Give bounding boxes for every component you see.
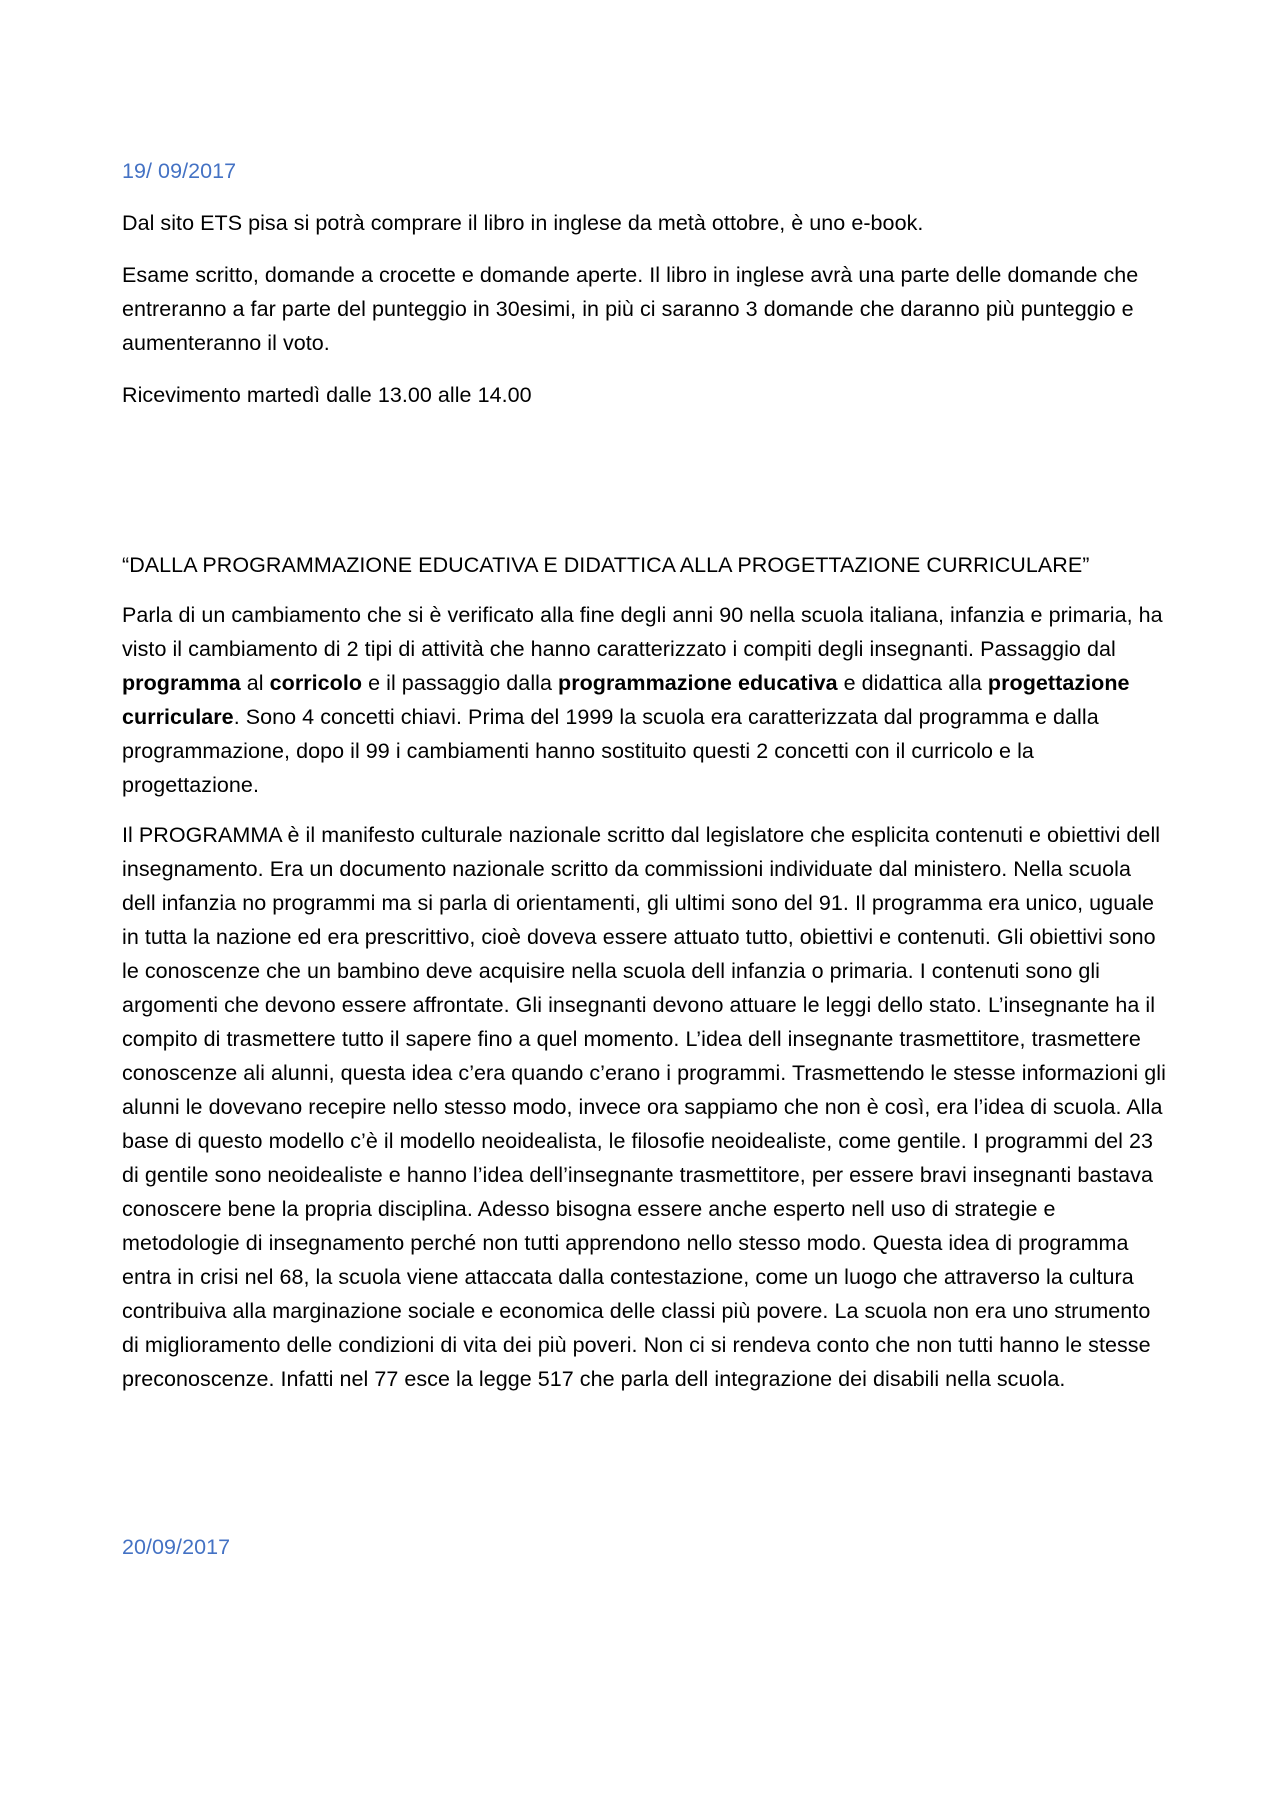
date-heading-1: 19/ 09/2017 [122,159,237,183]
bold-term-corricolo: corricolo [269,671,363,695]
bold-term-progettazione-curriculare: progettazione curriculare [122,671,1130,729]
paragraph-office-hours: Ricevimento martedì dalle 13.00 alle 14.00 [122,383,532,407]
section-heading: “DALLA PROGRAMMAZIONE EDUCATIVA E DIDATTICA ALLA PROGETTAZIONE CURRICULARE” [122,553,1090,577]
text-run: . Sono 4 concetti chiavi. Prima del 1999 la scuola era caratterizzata dal programma e dalla programmazione, dopo il 99 i cambiamenti hanno sostituito questi 2 concetti con il curricolo e la progettazione. [122,705,1099,797]
text-run: e il passaggio dalla [362,671,559,695]
text-run: al [240,671,270,695]
bold-term-programma: programma [122,671,241,695]
paragraph-change [122,598,1170,802]
text-run: Parla di un cambiamento che si è verificato alla fine degli anni 90 nella scuola italiana, infanzia e primaria, ha visto il cambiamento di 2 tipi di attività che hanno caratterizzato i compiti degli insegnanti. Passaggio dal [122,603,1163,661]
text-run: e didattica alla [837,671,988,695]
date-heading-2: 20/09/2017 [122,1535,231,1559]
paragraph-exam: Esame scritto, domande a crocette e domande aperte. Il libro in inglese avrà una parte delle domande che entreranno a far parte del punteggio in 30esimi, in più ci saranno 3 domande che daranno più punteggio e aumenteranno il voto. [122,263,1139,355]
document-body [122,154,1170,1564]
bold-term-programmazione-educativa: programmazione educativa [558,671,838,695]
paragraph-programma: Il PROGRAMMA è il manifesto culturale nazionale scritto dal legislatore che esplicita contenuti e obiettivi dell insegnamento. Era un documento nazionale scritto da commissioni individuate dal ministero. Nella scuola dell infanzia no programmi ma si parla di orientamenti, gli ultimi sono del 91. Il programma era unico, uguale in tutta la nazione ed era prescrittivo, cioè doveva essere attuato tutto, obiettivi e contenuti. Gli obiettivi sono le conoscenze che un bambino deve acquisire nella scuola dell infanzia o primaria. I contenuti sono gli argomenti che devono essere affrontate. Gli insegnanti devono attuare le leggi dello stato. L’insegnante ha il compito di trasmettere tutto il sapere fino a quel momento. L’idea dell insegnante trasmettitore, trasmettere conoscenze ali alunni, questa idea c’era quando c’erano i programmi. Trasmettendo le stesse informazioni gli alunni le dovevano recepire nello stesso modo, invece ora sappiamo che non è così, era l’idea di scuola. Alla base di questo modello c’è il modello neoidealista, le filosofie neoidealiste, come gentile. I programmi del 23 di gentile sono neoidealiste e hanno l’idea dell’insegnante trasmettitore, per essere bravi insegnanti bastava conoscere bene la propria disciplina. Adesso bisogna essere anche esperto nell uso di strategie e metodologie di insegnamento perché non tutti apprendono nello stesso modo. Questa idea di programma entra in crisi nel 68, la scuola viene attaccata dalla contestazione, come un luogo che attraverso la cultura contribuiva alla marginazione sociale e economica delle classi più povere. La scuola non era uno strumento di miglioramento delle condizioni di vita dei più poveri. Non ci si rendeva conto che non tutti hanno le stesse preconoscenze. Infatti nel 77 esce la legge 517 che parla dell integrazione dei disabili nella scuola. [122,823,1166,1391]
paragraph-ebook: Dal sito ETS pisa si potrà comprare il libro in inglese da metà ottobre, è uno e-book. [122,211,924,235]
